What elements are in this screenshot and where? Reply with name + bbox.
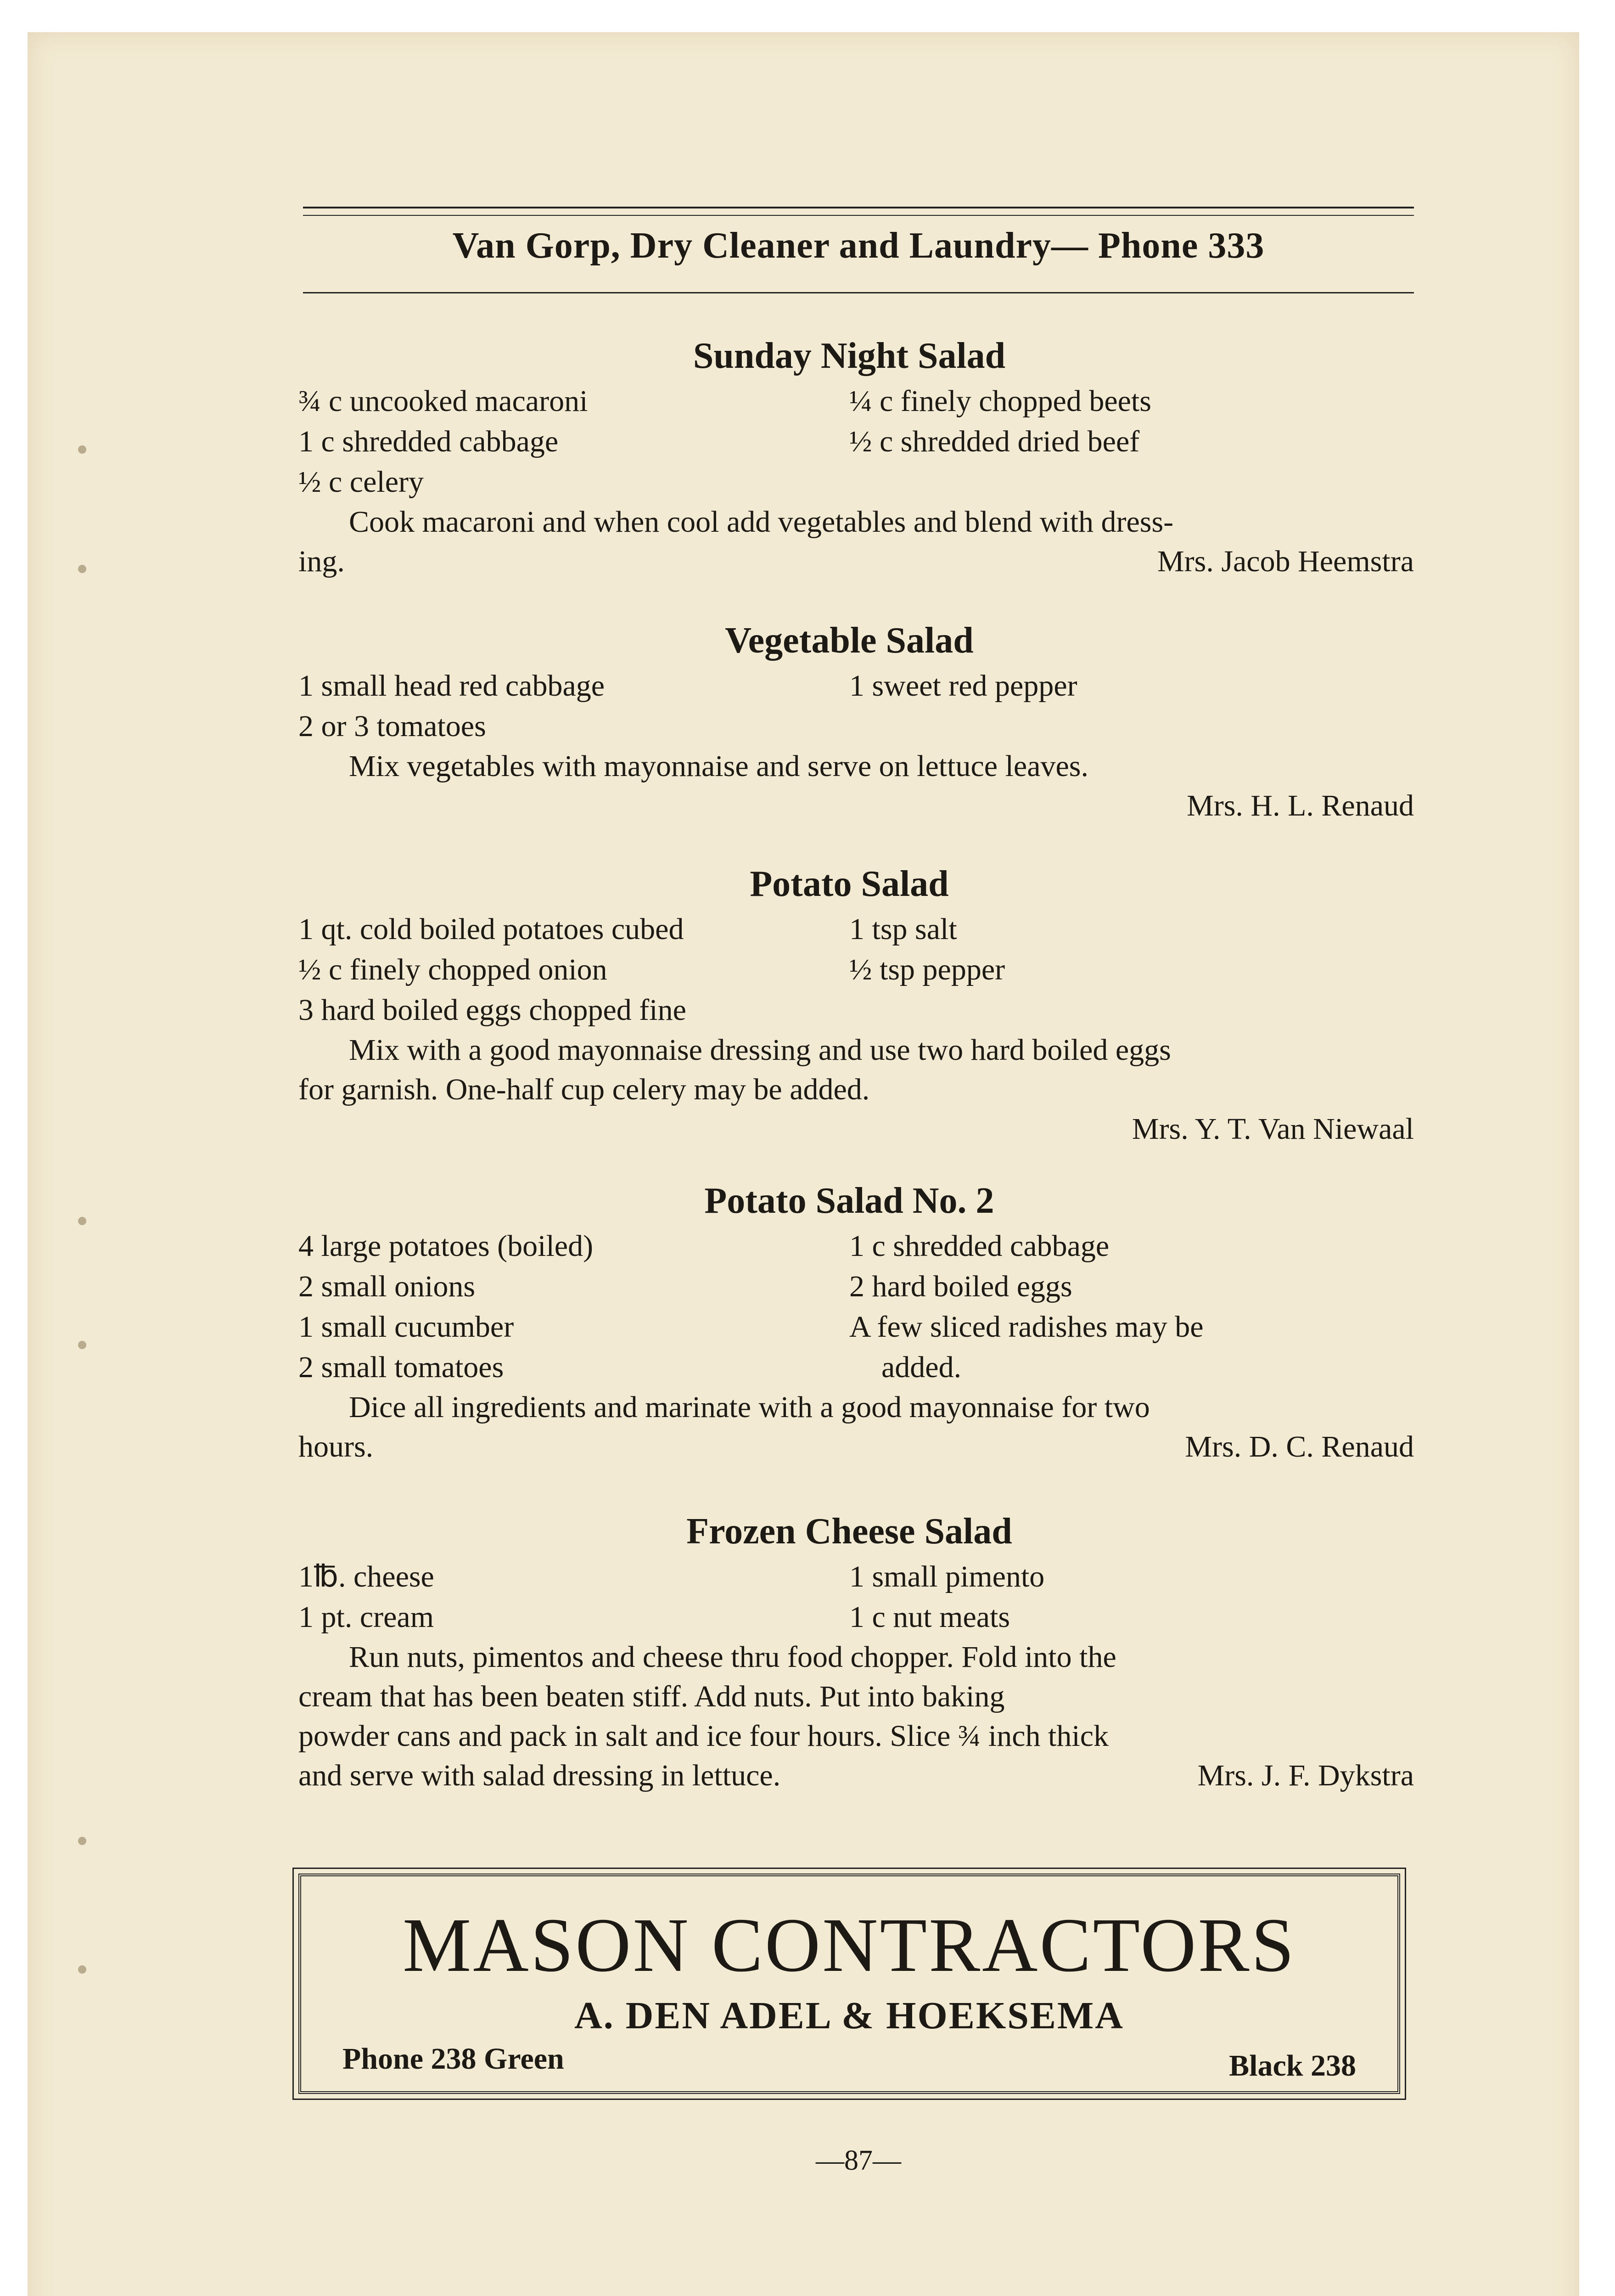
- ingredient: ½ tsp pepper: [849, 953, 1005, 986]
- binding-hole: [78, 565, 86, 573]
- ad-subtitle: A. DEN ADEL & HOEKSEMA: [574, 1994, 1124, 2037]
- ingredient: 1 qt. cold boiled potatoes cubed: [298, 912, 684, 946]
- ingredient: 2 or 3 tomatoes: [298, 709, 486, 743]
- recipe-title: Vegetable Salad: [725, 620, 974, 661]
- ingredient: 1 small pimento: [849, 1560, 1045, 1593]
- ingredient-row: [285, 666, 1414, 706]
- directions: Mix with a good mayonnaise dressing and use two hard boiled eggs: [349, 1033, 1171, 1067]
- ingredient: 1 c shredded cabbage: [849, 1229, 1110, 1263]
- ingredient: 1 small head red cabbage: [298, 669, 605, 703]
- ingredient-row: [285, 1597, 1414, 1638]
- ingredient: 1 c nut meats: [849, 1600, 1010, 1634]
- recipe-author: Mrs. J. F. Dykstra: [1197, 1759, 1414, 1792]
- ingredient-row: [285, 1266, 1414, 1307]
- directions: hours.: [298, 1430, 374, 1463]
- ingredient: 3 hard boiled eggs chopped fine: [298, 993, 686, 1027]
- ingredient: 4 large potatoes (boiled): [298, 1229, 594, 1263]
- ingredient: 1 tsp salt: [849, 912, 957, 946]
- recipe-title: Frozen Cheese Salad: [686, 1511, 1012, 1552]
- ingredient: 1 pt. cream: [298, 1600, 434, 1634]
- ad-phone-green: Phone 238 Green: [342, 2042, 564, 2076]
- recipe-potato-salad-no-2: [285, 1176, 1414, 1467]
- recipe-title: Sunday Night Salad: [693, 336, 1006, 376]
- recipe-title: Potato Salad No. 2: [704, 1181, 994, 1221]
- ingredient: ¾ c uncooked macaroni: [298, 384, 588, 418]
- binding-hole: [78, 1965, 86, 1974]
- recipe-sunday-night-salad: [285, 331, 1414, 581]
- ingredient-row: [285, 1307, 1414, 1347]
- ad-title: MASON CONTRACTORS: [403, 1902, 1296, 1988]
- directions: powder cans and pack in salt and ice four hours. Slice ¾ inch thick: [298, 1719, 1109, 1753]
- ingredient-row: [285, 950, 1414, 990]
- ingredient: ¼ c finely chopped beets: [849, 384, 1151, 418]
- page-header: Van Gorp, Dry Cleaner and Laundry— Phone 333: [452, 225, 1265, 266]
- directions: Cook macaroni and when cool add vegetables and blend with dress-: [349, 505, 1174, 539]
- ingredient: 2 hard boiled eggs: [849, 1270, 1072, 1303]
- ingredient-row: [285, 990, 1414, 1030]
- ingredient-row: [285, 1226, 1414, 1266]
- ingredient: 1 c shredded cabbage: [298, 425, 559, 458]
- ingredient-row: [285, 381, 1414, 422]
- header-rule-top: [303, 207, 1414, 208]
- binding-hole: [78, 1217, 86, 1225]
- directions: for garnish. One-half cup celery may be added.: [298, 1073, 870, 1106]
- ingredient-row: [285, 422, 1414, 462]
- ingredient: 2 small tomatoes: [298, 1351, 504, 1384]
- directions: ing.: [298, 545, 345, 578]
- ingredient: 1 small cucumber: [298, 1310, 514, 1344]
- directions: Run nuts, pimentos and cheese thru food chopper. Fold into the: [349, 1640, 1116, 1674]
- ingredient-row: [285, 706, 1414, 747]
- ingredient-row: [285, 462, 1414, 502]
- advertisement-box: [298, 1874, 1400, 2094]
- header-rule-top-thin: [303, 215, 1414, 216]
- ingredient: added.: [881, 1351, 962, 1384]
- directions: and serve with salad dressing in lettuce.: [298, 1759, 781, 1792]
- directions-continued: [285, 542, 1414, 581]
- recipe-potato-salad: [285, 859, 1414, 1149]
- ingredient: ½ c celery: [298, 465, 424, 499]
- ingredient: 1℔. cheese: [298, 1560, 434, 1593]
- ingredient-row: [285, 1347, 1414, 1388]
- ingredient: ½ c finely chopped onion: [298, 953, 607, 986]
- ingredient: ½ c shredded dried beef: [849, 425, 1140, 458]
- recipe-frozen-cheese-salad: [285, 1506, 1414, 1795]
- directions: Mix vegetables with mayonnaise and serve on lettuce leaves.: [349, 749, 1088, 783]
- binding-hole: [78, 1341, 86, 1349]
- ingredient: A few sliced radishes may be: [849, 1310, 1204, 1344]
- ad-phone-black: Black 238: [1229, 2049, 1356, 2082]
- directions: cream that has been beaten stiff. Add nuts. Put into baking: [298, 1680, 1005, 1713]
- ingredient-row: [285, 909, 1414, 950]
- ingredient-row: [285, 1557, 1414, 1597]
- directions: Dice all ingredients and marinate with a good mayonnaise for two: [349, 1390, 1150, 1424]
- recipe-title: Potato Salad: [750, 864, 949, 904]
- book-page: [28, 32, 1579, 2296]
- recipe-author: Mrs. Jacob Heemstra: [1157, 545, 1414, 578]
- directions-continued: [285, 1427, 1414, 1467]
- recipe-author: Mrs. Y. T. Van Niewaal: [1132, 1112, 1414, 1146]
- recipe-vegetable-salad: [285, 615, 1414, 826]
- header-rule-bottom: [303, 292, 1414, 293]
- directions-continued: [285, 1756, 1414, 1795]
- ingredient: 1 sweet red pepper: [849, 669, 1077, 703]
- page-number: —87—: [816, 2145, 901, 2176]
- ingredient: 2 small onions: [298, 1270, 476, 1303]
- recipe-author: Mrs. H. L. Renaud: [1187, 789, 1414, 822]
- recipe-author: Mrs. D. C. Renaud: [1185, 1430, 1414, 1463]
- binding-hole: [78, 1837, 86, 1845]
- binding-hole: [78, 445, 86, 454]
